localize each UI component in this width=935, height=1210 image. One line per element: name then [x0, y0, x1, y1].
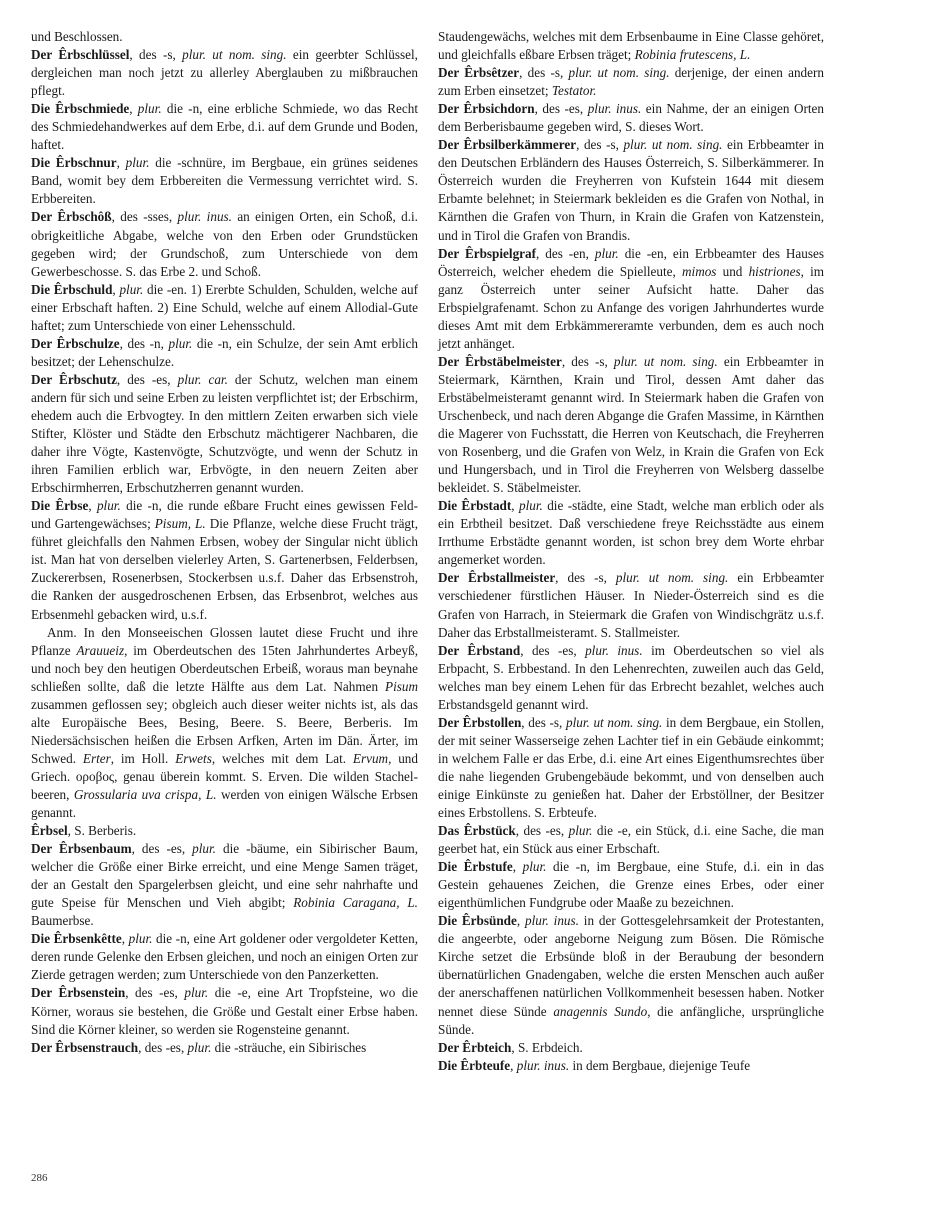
- entry-text: und Beschlossen.: [31, 29, 123, 44]
- dictionary-entry: [438, 497, 824, 569]
- entry-text: die -e, ein Stück, d.i. eine Sache, die man geerbet hat, ein Stück aus einer Erbschaft.: [438, 823, 825, 857]
- dictionary-entry: [31, 497, 418, 623]
- dictionary-entry: [31, 624, 418, 823]
- dictionary-entry: [31, 984, 418, 1038]
- entry-text: , des -n,: [119, 335, 169, 351]
- entry-text: , und Griech. οροβος, genau überein kommt. S. Erven. Die wilden Stachelbeeren,: [31, 750, 418, 802]
- entry-text: Die Pflanze, welche diese Frucht trägt, führet gleichfalls den Nahmen Erbsen, wobey der Singular nicht üblich ist. Man hat von derselben vielerley Arten, S. Gartenerbsen, Felderbsen, Zuckererbsen, Rosenerbsen, Stockerbsen u.s.f. Daher das Erbsenstroh, die Ranken der ausgedroschenen Erbsen, das Erbsenbrot, welches aus Erbsenmehl gebacken wird, u.s.f.: [31, 516, 418, 622]
- dictionary-entry: [31, 154, 418, 208]
- entry-text: ein Nahme, der an einigen Orten dem Berberisbaume gegeben wird, S. dieses Wort.: [438, 101, 824, 135]
- italic-term: plur. ut nom. sing.: [623, 137, 723, 153]
- headword: Die Êrbteufe: [438, 1057, 511, 1073]
- dictionary-entry: [438, 1039, 824, 1057]
- headword: Der Êrbstand: [438, 642, 521, 658]
- entry-text: derjenige, der einen andern zum Erben einsetzet;: [438, 65, 824, 99]
- headword: Die Êrbschuld: [31, 281, 113, 297]
- entry-text: , des -es,: [125, 985, 185, 1001]
- entry-text: , des -s,: [555, 570, 616, 586]
- entry-text: ,: [129, 101, 138, 117]
- entry-text: die -n, im Bergbaue, eine Stufe, d.i. ein in das Gestein gehauenes Zeichen, die Grenze eines Erbes, oder einer eigenthümlichen Fundgrube oder Maaße zu bezeichnen.: [438, 859, 824, 911]
- italic-term: plur. inus.: [177, 209, 232, 225]
- entry-text: , des -s,: [576, 137, 624, 153]
- headword: Die Êrbstufe: [438, 859, 513, 875]
- dictionary-entry: [31, 335, 418, 371]
- entry-text: die -bäume, ein Sibirischer Baum, welcher die Größe einer Birke erreicht, und eine Menge Samen träget, der an Gestalt den Spargelerbsen gleicht, und eine sehr nahrhafte und gute Speise für Menschen und Vieh abgibt;: [31, 841, 418, 911]
- italic-term: plur.: [168, 335, 193, 351]
- italic-term: plur. ut nom. sing.: [615, 570, 729, 586]
- dictionary-entry: [438, 64, 824, 100]
- headword: Die Êrbschnur: [31, 155, 117, 171]
- entry-text: , des -es,: [534, 101, 588, 117]
- dictionary-entry: [31, 930, 418, 984]
- entry-text: , des -es,: [131, 841, 193, 857]
- entry-text: , S. Erbdeich.: [511, 1039, 583, 1055]
- dictionary-entry: [31, 208, 418, 280]
- entry-text: ein geerbter Schlüssel, dergleichen man noch jetzt zu allerley Aberglauben zu mißbrauchen pflegt.: [31, 47, 418, 99]
- page-number: 286: [31, 1172, 48, 1184]
- italic-term: Pisum: [385, 678, 418, 694]
- entry-text: , des -es,: [515, 823, 569, 839]
- headword: Der Êrbstäbelmeister: [438, 353, 562, 369]
- entry-text: die -en, ein Erbbeamter des Hauses Österreich, welcher ehedem die Spielleute,: [438, 245, 824, 279]
- entry-text: Anm. In den Monseeischen Glossen lautet diese Frucht und ihre Pflanze: [31, 624, 418, 658]
- entry-text: ,: [510, 1057, 517, 1073]
- entry-text: ,: [116, 155, 126, 171]
- dictionary-entry: [31, 1039, 418, 1057]
- italic-term: plur. inus.: [587, 101, 642, 117]
- italic-term: plur. ut nom. sing.: [565, 714, 663, 730]
- italic-term: plur.: [125, 155, 150, 171]
- italic-term: anagennis Sundo: [553, 1003, 648, 1019]
- entry-text: , des -s,: [561, 353, 614, 369]
- dictionary-entry: [31, 100, 418, 154]
- italic-term: Robinia Caragana, L.: [293, 895, 418, 911]
- headword: Der Êrbsichdorn: [438, 101, 535, 117]
- entry-text: die -schnüre, im Bergbaue, ein grünes seidenes Band, womit bey dem Erbbereiten die Vermessung verrichtet wird. S. Erbbereiten.: [31, 155, 419, 207]
- dictionary-entry: [438, 714, 824, 822]
- italic-term: plur.: [187, 1039, 212, 1055]
- headword: Der Êrbschlüssel: [31, 47, 130, 63]
- italic-term: plur.: [522, 859, 547, 875]
- headword: Der Êrbschôß: [31, 209, 112, 225]
- entry-text: die -städte, eine Stadt, welche man erblich oder als ein Erbtheil besitzet. Daß verschiedene freye Reichsstädte aus einem Irrthume Erbstädte genannt worden, ist schon brey dem Worte ehrbar angemerket worden.: [438, 498, 825, 568]
- italic-term: plur. ut nom. sing.: [613, 353, 718, 369]
- dictionary-entry: [31, 46, 418, 100]
- dictionary-entry: [438, 822, 824, 858]
- entry-text: , des -en,: [536, 245, 595, 261]
- entry-text: ein Erbbeamter in Steiermark, Kärnthen, Krain und Tirol, dessen Amt daher das Erbstäbelmeisteramt genannt wird. In Steiermark haben die Grafen von Urschenbeck, und nach deren Abgange die Grafen Massime, in Kärnthen die Magerer von Fuchsstatt, die Herren von Keutschach, die Freyherren von Rosenberg, und die Grafen von Welz, in Krain die Grafen von Eck und Hungersbach, und in Tirol die Freyherren von Welsberg dasselbe bekleidet. S. Stäbelmeister.: [438, 353, 824, 496]
- entry-text: , des -s,: [519, 65, 569, 81]
- italic-term: plur.: [184, 985, 209, 1001]
- italic-term: plur. ut nom. sing.: [182, 47, 287, 63]
- italic-term: Ervum: [352, 750, 389, 766]
- headword: Der Êrbteich: [438, 1039, 512, 1055]
- entry-text: in dem Bergbaue, diejenige Teufe: [569, 1057, 751, 1073]
- entry-text: ein Erbbeamter verschiedener fürstlichen Häuser. In Nieder-Österreich sind es die Grafen von Harrach, in Steiermark die Grafen von Windischgrätz u.s.f. Daher das Erbstallmeisteramt. S. Stallmeister.: [438, 570, 824, 640]
- entry-text: in der Gottesgelehrsamkeit der Protestanten, die angeerbte, oder angeborne Neigung zum Bösen. Die Römische Kirche setzet die Erbsünde bloß in der Beraubung der besondern übernatürlichen Gnadengaben, welche die ersten Menschen auch außer der anerschaffenen natürlichen Vollkommenheit besessen haben. Notker nennet diese Sünde: [438, 913, 824, 1019]
- headword: Die Êrbse: [31, 498, 89, 514]
- italic-term: plur.: [128, 931, 153, 947]
- italic-term: plur.: [518, 498, 543, 514]
- dictionary-entry: [438, 569, 824, 641]
- entry-text: und: [716, 263, 749, 279]
- headword: Der Êrbschulze: [31, 335, 120, 351]
- dictionary-entry: [31, 840, 418, 930]
- entry-text: der Schutz, welchen man einem andern für sich und seine Erben zu leisten verpflichtet ist; der Erbschirm, ehedem auch die Erbvogtey. In den mittlern Zeiten erwarben sich viele Stifter, Klöster und Städte den Erbschutz mächtigerer Nachbaren, die daher ihre Vögte, Kastenvögte, Schutzvögte, und wenn der Schutz in ihren Familien erblich war, Erbvögte, in den neuern Zeiten aber Erbschirmherren, Erbschutzherren genannt wurden.: [31, 371, 418, 496]
- dictionary-entry: [31, 822, 418, 840]
- italic-term: plur.: [137, 101, 162, 117]
- entry-text: ein Erbbeamter in den Deutschen Erbländern des Hauses Österreich, S. Silberkämmerer. In Österreich wurden die Freyherren von Kufstein 1644 mit diesem Erbamte belehnet; in Steiermark bekleiden es die Grafen von Nothal, in Kärnthen die Grafen von Thurn, in Krain die Grafen von Katzenstein, und in Tirol die Grafen von Brandis.: [438, 137, 824, 243]
- entry-text: die -n, ein Schulze, der sein Amt erblich besitzet; der Lehenschulze.: [31, 335, 418, 369]
- headword: Der Êrbschutz: [31, 371, 117, 387]
- entry-text: ,: [512, 859, 523, 875]
- entry-text: , im ganz Österreich unter seiner Aufsicht hatte. Daher das Erbspielgrafenamt. Schon zu Anfange des vorigen Jahrhundertes wurde dieses Amt mit dem Erbkämmereramte verbunden, dem es auch noch jetzt anhänget.: [438, 263, 825, 351]
- dictionary-entry: [438, 912, 824, 1038]
- headword: Die Êrbstadt: [438, 498, 512, 514]
- italic-term: plur.: [119, 281, 144, 297]
- left-column: [31, 28, 418, 1057]
- headword: Der Êrbstallmeister: [438, 570, 556, 586]
- entry-text: ,: [121, 931, 129, 947]
- headword: Der Êrbstollen: [438, 714, 522, 730]
- headword: Das Êrbstück: [438, 823, 516, 839]
- italic-term: Robinia frutescens, L.: [634, 47, 751, 63]
- dictionary-entry: [31, 28, 418, 46]
- headword: Die Êrbschmiede: [31, 101, 130, 117]
- entry-text: , des -s,: [521, 714, 566, 730]
- entry-text: die -sträuche, ein Sibirisches: [211, 1039, 367, 1055]
- dictionary-entry: [438, 1057, 824, 1075]
- dictionary-entry: [438, 136, 824, 244]
- italic-term: plur.: [568, 823, 593, 839]
- entry-text: an einigen Orten, ein Schoß, d.i. obrigkeitliche Abgabe, welche von den Erben oder Grundstücken gegeben wird; der Grundschoß, zum Unterschiede von dem Gewerbeschosse. S. das Erbe 2. und Schoß.: [31, 209, 418, 279]
- entry-text: Baumerbse.: [31, 913, 94, 929]
- italic-term: plur.: [594, 245, 619, 261]
- italic-term: Pisum, L.: [154, 516, 206, 532]
- entry-text: die -n, eine Art goldener oder vergoldeter Ketten, deren runde Gelenke den Erbsen gleichen, und noch an einigen Orten zur Zierde getragen werden; zum Unterschiede von den Panzerketten.: [31, 931, 418, 983]
- dictionary-entry: [31, 371, 418, 497]
- dictionary-entry: [438, 642, 824, 714]
- italic-term: plur.: [96, 498, 121, 514]
- entry-text: , des -es,: [116, 371, 178, 387]
- headword: Die Êrbsünde: [438, 913, 517, 929]
- headword: Der Êrbsilberkämmerer: [438, 137, 577, 153]
- headword: Der Êrbspielgraf: [438, 245, 537, 261]
- headword: Der Êrbsenstein: [31, 985, 126, 1001]
- italic-term: Erwets: [175, 750, 212, 766]
- entry-text: , des -sses,: [111, 209, 178, 225]
- dictionary-entry: [438, 858, 824, 912]
- entry-text: ,: [112, 281, 120, 297]
- entry-text: die -en. 1) Ererbte Schulden, Schulden, welche auf einer Erbschaft haften. 2) Eine Schuld, welche auf einem Allodial-Gute haftet; zum Unterschiede von einer Lehensschuld.: [31, 281, 419, 333]
- dictionary-entry: [438, 353, 824, 497]
- italic-term: plur. ut nom. sing.: [568, 65, 670, 81]
- headword: Der Êrbsenstrauch: [31, 1039, 139, 1055]
- italic-term: plur. car.: [177, 371, 228, 387]
- entry-text: im Oberdeutschen so viel als Erbpacht, S. Erbbestand. In den Lehenrechten, zuweilen auch das Geld, welches man bey einem Lehen für das Erbrecht bezahlet, welches auch Erbstandsgeld genannt wird.: [438, 642, 824, 712]
- entry-text: , des -es,: [138, 1039, 188, 1055]
- entry-text: Staudengewächs, welches mit dem Erbsenbaume in Eine Classe gehöret, und gleichfalls eßbare Erbsen träget;: [438, 29, 824, 63]
- italic-term: plur. inus.: [525, 913, 579, 929]
- headword: Êrbsel: [31, 823, 68, 839]
- italic-term: Arauueiz: [76, 642, 125, 658]
- italic-term: Grossularia uva crispa, L.: [73, 786, 217, 802]
- headword: Der Êrbsêtzer: [438, 65, 520, 81]
- entry-text: , des -s,: [129, 47, 183, 63]
- dictionary-entry: [438, 28, 824, 64]
- italic-term: plur. inus.: [585, 642, 643, 658]
- italic-term: Erter: [82, 750, 111, 766]
- entry-text: werden von einigen Wälsche Erbsen genannt.: [31, 786, 419, 821]
- italic-term: plur.: [192, 841, 216, 857]
- entry-text: zusammen geflossen sey; obgleich auch dieser weiter nichts ist, als das alte Europäische Bees, Besing, Beere. S. Beere, Berberis. Im Niedersächsischen heißen die Erbsen Arfken, Arten im Dän. Ärter, im Schwed.: [31, 696, 418, 766]
- dictionary-entry: [438, 100, 824, 136]
- entry-text: ,: [511, 498, 519, 514]
- dictionary-entry: [438, 245, 824, 353]
- entry-text: , im Holl.: [110, 750, 176, 766]
- entry-text: , des -es,: [520, 642, 586, 658]
- entry-text: ,: [88, 498, 97, 514]
- headword: Die Êrbsenkêtte: [31, 931, 122, 947]
- dictionary-entry: [31, 281, 418, 335]
- entry-text: , die anfängliche, ursprüngliche Sünde.: [438, 1003, 824, 1037]
- entry-text: die -e, eine Art Tropfsteine, wo die Körner, woraus sie bestehen, die Größe und Gestalt einer Erbse haben. Sind die Körner kleiner, so werden sie Rogensteine genannt.: [31, 985, 418, 1037]
- right-column: [438, 28, 824, 1075]
- italic-term: histriones: [748, 263, 801, 279]
- italic-term: Testator.: [551, 83, 597, 99]
- entry-text: in dem Bergbaue, ein Stollen, der mit seiner Wasserseige zehen Lachter tief in ein Gebäude einkommt; in welchem Falle er das Erbe, d.i. eine Art eines Eigenthumsrechtes über die nahe liegenden Grubengebäude bekommt, und von denselben auch einige Einkünste zu genießen hat. Daher der Erbstöllner, der Besitzer eines Erbstollens. S. Erbteufe.: [438, 714, 824, 821]
- entry-text: , welches mit dem Lat.: [211, 750, 353, 766]
- entry-text: , S. Berberis.: [67, 823, 137, 839]
- headword: Der Êrbsenbaum: [31, 841, 132, 857]
- entry-text: , im Oberdeutschen des 15ten Jahrhundertes Arbeyß, und noch bey den heutigen Oberdeutschen Erbeiß, woraus man beynahe schließen sollte, daß die letzte Hälfte aus dem Lat. Nahmen: [31, 642, 419, 694]
- entry-text: die -n, die runde eßbare Frucht eines gewissen Feld- und Gartengewächses;: [31, 498, 418, 532]
- italic-term: plur. inus.: [516, 1057, 570, 1073]
- entry-text: die -n, eine erbliche Schmiede, wo das Recht des Schmiedehandwerkes auf dem Erbe, d.i. auf dem Grunde und Boden, haftet.: [31, 101, 418, 153]
- italic-term: mimos: [682, 263, 717, 279]
- entry-text: ,: [516, 913, 525, 929]
